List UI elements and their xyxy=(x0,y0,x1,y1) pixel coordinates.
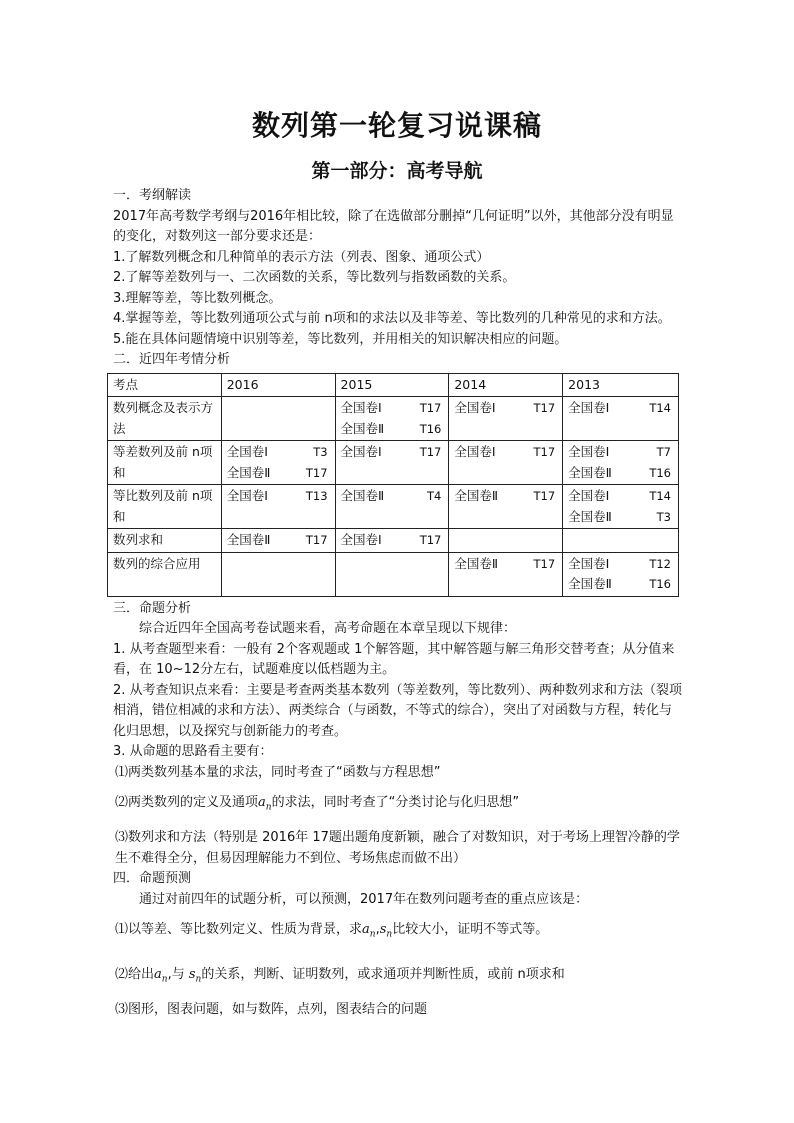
question-number: T4 xyxy=(427,489,442,503)
table-cell xyxy=(221,485,335,529)
question-number: T17 xyxy=(533,445,556,459)
section-3-item: ⑶数列求和方法（特别是 2016年 17题出题角度新颖，融合了对数知识，对于考场上理智冷静的学生不难得全分，但易因理解能力不到位、考场焦虑而做不出） xyxy=(115,830,680,866)
question-number: T12 xyxy=(649,556,671,571)
exam-paper: 全国卷Ⅰ xyxy=(340,532,382,547)
question-number: T13 xyxy=(305,489,328,503)
table-header-cell: 2015 xyxy=(335,373,449,397)
exam-entry xyxy=(568,574,673,595)
question-number: T17 xyxy=(419,445,442,459)
exam-entry xyxy=(568,554,673,575)
section-3-paragraph: 2. 从考查知识点来看：主要是考查两类基本数列（等差数列，等比数列）、两种数列求和方法（裂项相消，错位相减的求和方法）、两类综合（与函数，不等式的综合），突出了对函数与方程，转化与化归思想，以及探究与创新能力的考查。 xyxy=(113,682,683,739)
exam-entry xyxy=(341,419,444,440)
page-title: 数列第一轮复习说课稿 xyxy=(251,109,542,142)
table-cell xyxy=(449,552,563,596)
question-number: T17 xyxy=(419,401,442,415)
exam-paper: 全国卷Ⅰ xyxy=(226,444,268,459)
question-number: T16 xyxy=(649,577,671,591)
exam-analysis-table xyxy=(107,373,679,597)
section-heading-3: 三．命题分析 xyxy=(113,600,192,616)
table-header-cell: 2013 xyxy=(563,373,679,397)
exam-entry xyxy=(568,463,673,484)
exam-entry xyxy=(227,486,330,507)
exam-entry xyxy=(454,486,557,507)
page-subtitle: 第一部分：高考导航 xyxy=(311,160,483,182)
section-3-paragraph: 1. 从考查题型来看：一般有 2个客观题或 1个解答题，其中解答题与解三角形交替考查；从分值来看，在 10~12分左右，试题难度以低档题为主。 xyxy=(113,641,675,677)
exam-entry xyxy=(341,442,444,463)
table-cell xyxy=(335,529,449,553)
section-1-item: 2.了解等差数列与一、二次函数的关系，等比数列与指数函数的关系。 xyxy=(113,270,516,285)
exam-entry xyxy=(341,398,444,419)
exam-entry xyxy=(568,442,673,463)
question-number: T14 xyxy=(649,401,671,415)
exam-paper: 全国卷Ⅱ xyxy=(568,464,612,480)
question-number: T17 xyxy=(305,533,328,547)
table-header-cell: 考点 xyxy=(108,373,222,397)
table-cell xyxy=(335,441,449,485)
item-text: 的求法，同时考查了“分类讨论与化归思想” xyxy=(271,795,520,810)
table-row xyxy=(108,485,679,529)
exam-paper: 全国卷Ⅰ xyxy=(568,488,610,503)
section-3-intro: 综合近四年全国高考卷试题来看，高考命题在本章呈现以下规律： xyxy=(139,621,517,636)
question-number: T17 xyxy=(533,401,556,415)
table-header-cell: 2014 xyxy=(449,373,563,397)
exam-paper: 全国卷Ⅰ xyxy=(340,444,382,459)
table-cell xyxy=(563,441,679,485)
section-heading-1: 一．考纲解读 xyxy=(113,188,192,203)
exam-paper: 全国卷Ⅱ xyxy=(568,576,612,591)
exam-paper: 全国卷Ⅱ xyxy=(568,508,612,524)
item-text: ⑵两类数列的定义及通项 xyxy=(115,795,259,810)
exam-entry xyxy=(227,442,330,463)
table-cell xyxy=(563,397,679,441)
question-number: T16 xyxy=(649,465,671,480)
exam-entry xyxy=(568,507,673,528)
exam-paper: 全国卷Ⅱ xyxy=(340,420,385,436)
item-text: 比较大小，证明不等式等。 xyxy=(392,922,549,938)
question-number: T14 xyxy=(649,489,671,503)
table-cell xyxy=(449,485,563,529)
math-a-n: $a_n$ xyxy=(362,922,376,940)
section-4-item: ⑶图形，图表问题，如与数阵，点列，图表结合的问题 xyxy=(115,1002,428,1018)
item-text: 的关系，判断、证明数列，或求通项并判断性质，或前 n项求和 xyxy=(201,967,565,983)
table-cell xyxy=(221,552,335,596)
math-s-n: $s_n$ xyxy=(188,967,202,985)
exam-paper: 全国卷Ⅱ xyxy=(226,464,271,480)
section-1-item: 1.了解数列概念和几种简单的表示方法（列表、图象、通项公式） xyxy=(113,249,490,265)
table-topic-cell: 等比数列及前 n项和 xyxy=(108,485,222,529)
table-cell xyxy=(221,529,335,553)
table-cell xyxy=(449,441,563,485)
table-cell xyxy=(335,485,449,529)
table-cell xyxy=(335,397,449,441)
section-heading-2: 二．近四年考情分析 xyxy=(113,352,231,367)
table-topic-cell: 数列的综合应用 xyxy=(108,552,222,596)
question-number: T3 xyxy=(313,445,328,459)
document-body xyxy=(113,186,683,1021)
question-number: T17 xyxy=(533,556,556,571)
exam-entry xyxy=(568,398,673,419)
section-3-item xyxy=(113,793,683,818)
section-3-paragraph: 3. 从命题的思路看主要有： xyxy=(113,744,273,759)
section-4-item: ⑴以等差、等比数列定义、性质为背景，求$a_n,s_n$比较大小，证明不等式等。 xyxy=(115,922,549,940)
table-cell xyxy=(335,552,449,596)
section-1-item: 4.掌握等差，等比数列通项公式与前 n项和的求法以及非等差、等比数列的几种常见的求和方法。 xyxy=(113,311,671,326)
table-topic-cell: 数列求和 xyxy=(108,529,222,553)
question-number: T17 xyxy=(419,533,442,547)
table-cell xyxy=(563,485,679,529)
table-row xyxy=(108,441,679,485)
exam-entry xyxy=(454,442,557,463)
math-a-n: $a_n$ xyxy=(154,967,168,985)
math-a-n: $a_n$ xyxy=(258,795,272,813)
exam-paper: 全国卷Ⅰ xyxy=(226,488,268,503)
section-4-intro: 通过对前四年的试题分析，可以预测，2017年在数列问题考查的重点应该是： xyxy=(139,891,589,907)
exam-entry xyxy=(454,398,557,419)
question-number: T7 xyxy=(656,445,671,459)
table-cell xyxy=(449,397,563,441)
table-cell xyxy=(221,441,335,485)
exam-entry xyxy=(227,463,330,484)
exam-entry xyxy=(341,530,444,551)
question-number: T3 xyxy=(656,509,671,524)
section-4-item xyxy=(113,965,683,990)
exam-entry xyxy=(454,554,557,575)
item-text: ⑴以等差、等比数列定义、性质为背景，求 xyxy=(115,922,363,938)
table-header-cell: 2016 xyxy=(221,373,335,397)
question-number: T16 xyxy=(419,421,442,436)
question-number: T17 xyxy=(305,465,328,480)
exam-paper: 全国卷Ⅱ xyxy=(226,532,271,547)
table-row xyxy=(108,529,679,553)
section-1-item: 3.理解等差，等比数列概念。 xyxy=(113,290,282,306)
math-s-n: $s_n$ xyxy=(379,922,393,940)
item-text: ⑵给出 xyxy=(115,967,155,983)
table-topic-cell: 数列概念及表示方法 xyxy=(108,397,222,441)
section-3-item: ⑴两类数列基本量的求法，同时考查了“函数与方程思想” xyxy=(115,764,441,780)
table-topic-cell: 等差数列及前 n项和 xyxy=(108,441,222,485)
exam-paper: 全国卷Ⅰ xyxy=(340,400,382,415)
table-row xyxy=(108,552,679,596)
exam-paper: 全国卷Ⅰ xyxy=(454,444,496,459)
exam-entry xyxy=(227,530,330,551)
exam-entry xyxy=(341,486,444,507)
exam-paper: 全国卷Ⅰ xyxy=(568,444,610,459)
section-heading-4: 四．命题预测 xyxy=(113,871,192,887)
table-row xyxy=(108,397,679,441)
table-header-row xyxy=(108,373,679,397)
exam-paper: 全国卷Ⅱ xyxy=(454,488,499,503)
exam-paper: 全国卷Ⅱ xyxy=(340,488,385,503)
table-cell xyxy=(221,397,335,441)
exam-entry xyxy=(568,486,673,507)
exam-paper: 全国卷Ⅰ xyxy=(568,555,610,571)
table-cell xyxy=(563,529,679,553)
exam-paper: 全国卷Ⅰ xyxy=(568,400,610,415)
section-1-intro: 2017年高考数学考纲与2016年相比较，除了在选做部分删掉“几何证明”以外，其他部分没有明显的变化，对数列这一部分要求还是： xyxy=(113,208,674,244)
table-cell xyxy=(563,552,679,596)
section-1-item: 5.能在具体问题情境中识别等差，等比数列，并用相关的知识解决相应的问题。 xyxy=(113,331,568,347)
exam-paper: 全国卷Ⅱ xyxy=(454,555,499,571)
item-text: ,与 xyxy=(167,967,185,983)
question-number: T17 xyxy=(533,489,556,503)
exam-paper: 全国卷Ⅰ xyxy=(454,400,496,415)
table-cell xyxy=(449,529,563,553)
